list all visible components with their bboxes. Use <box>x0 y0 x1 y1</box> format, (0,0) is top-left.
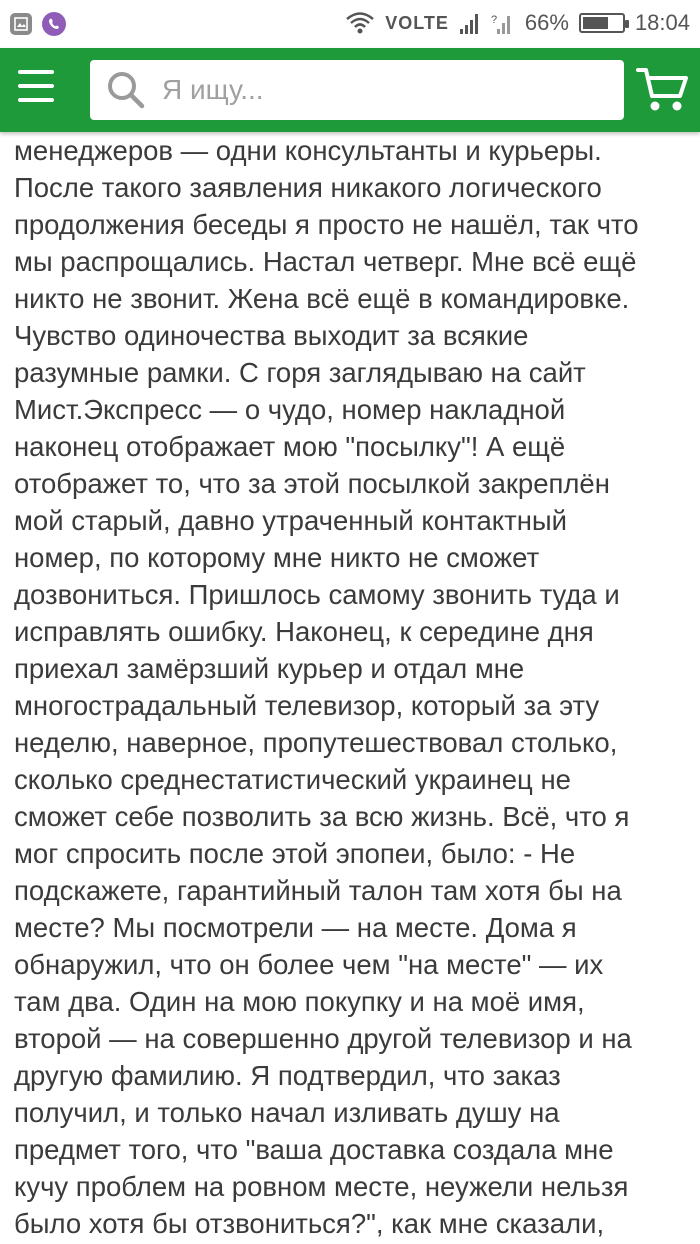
article-text-line: менеджеров — одни консультанты и курьеры. <box>14 135 602 166</box>
clock: 18:04 <box>634 10 690 35</box>
article-text-line: получил, и только начал изливать душу на <box>14 1097 560 1128</box>
article-text-line: было хотя бы отзвониться?", как мне сказали, <box>14 1208 605 1239</box>
article-text-line: другую фамилию. Я подтвердил, что заказ <box>14 1060 561 1091</box>
battery-percent: 66% <box>524 10 569 35</box>
article-text-line: кучу проблем на ровном месте, неужели нельзя <box>14 1171 629 1202</box>
menu-button[interactable] <box>14 70 60 110</box>
search-icon <box>106 70 146 110</box>
article-body <box>14 132 694 1242</box>
status-bar <box>0 0 700 48</box>
article-text-line: После такого заявления никакого логического <box>14 172 602 203</box>
signal-icon <box>459 11 481 35</box>
article-text-line: дозвониться. Пришлось самому звонить туда и <box>14 579 620 610</box>
article-text-line: наконец отображает мою "посылку"! А ещё <box>14 431 566 462</box>
signal-no-sim-icon <box>491 11 515 35</box>
system-status <box>345 10 690 36</box>
article-text-line: продолжения беседы я просто не нашёл, так что <box>14 209 639 240</box>
battery-icon <box>579 13 625 33</box>
article-text-line: подскажете, гарантийный талон там хотя бы на <box>14 875 622 906</box>
article-text-line: там два. Один на мою покупку и на моё имя, <box>14 986 585 1017</box>
article-text-line: мой старый, давно утраченный контактный <box>14 505 568 536</box>
article-text-line: никто не звонит. Жена всё ещё в командировке. <box>14 283 630 314</box>
hamburger-icon-bar <box>18 98 54 102</box>
article-text-line: исправлять ошибку. Наконец, к середине дня <box>14 616 594 647</box>
article-text-line: второй — на совершенно другой телевизор и на <box>14 1023 632 1054</box>
search-box[interactable] <box>90 60 624 120</box>
cart-icon <box>634 64 690 116</box>
article-text-line: сможет себе позволить за всю жизнь. Всё, что я <box>14 801 630 832</box>
article-text-line: предмет того, что "ваша доставка создала мне <box>14 1134 614 1165</box>
network-type: VOLTE <box>385 12 449 33</box>
article-text-line: сколько среднестатистический украинец не <box>14 764 571 795</box>
article-text-line: месте? Мы посмотрели — на месте. Дома я <box>14 912 577 943</box>
viber-icon <box>42 12 66 36</box>
article-text-line: Чувство одиночества выходит за всякие <box>14 320 529 351</box>
hamburger-icon-bar <box>18 84 54 88</box>
notification-icons <box>10 12 66 36</box>
article-text-line: Мист.Экспресс — о чудо, номер накладной <box>14 394 566 425</box>
cart-button[interactable] <box>634 64 690 116</box>
article-text-line: неделю, наверное, пропутешествовал столько, <box>14 727 618 758</box>
gallery-icon <box>10 13 32 35</box>
article-text-line: отображет то, что за этой посылкой закреплён <box>14 468 610 499</box>
article-text-line: номер, по которому мне никто не сможет <box>14 542 540 573</box>
article-text-line: приехал замёрзший курьер и отдал мне <box>14 653 525 684</box>
app-header <box>0 48 700 132</box>
article-text-line: обнаружил, что он более чем "на месте" — их <box>14 949 604 980</box>
battery-level <box>583 17 608 29</box>
article-text-line: мы распрощались. Настал четверг. Мне всё ещё <box>14 246 637 277</box>
hamburger-icon-bar <box>18 70 54 74</box>
article-text-line: мог спросить после этой эпопеи, было: - Не <box>14 838 576 869</box>
article-text-line: многострадальный телевизор, который за эту <box>14 690 600 721</box>
article-text-line: разумные рамки. С горя заглядываю на сайт <box>14 357 586 388</box>
svg-text:?: ? <box>490 14 498 26</box>
search-input[interactable] <box>160 73 604 107</box>
wifi-icon <box>345 11 375 35</box>
